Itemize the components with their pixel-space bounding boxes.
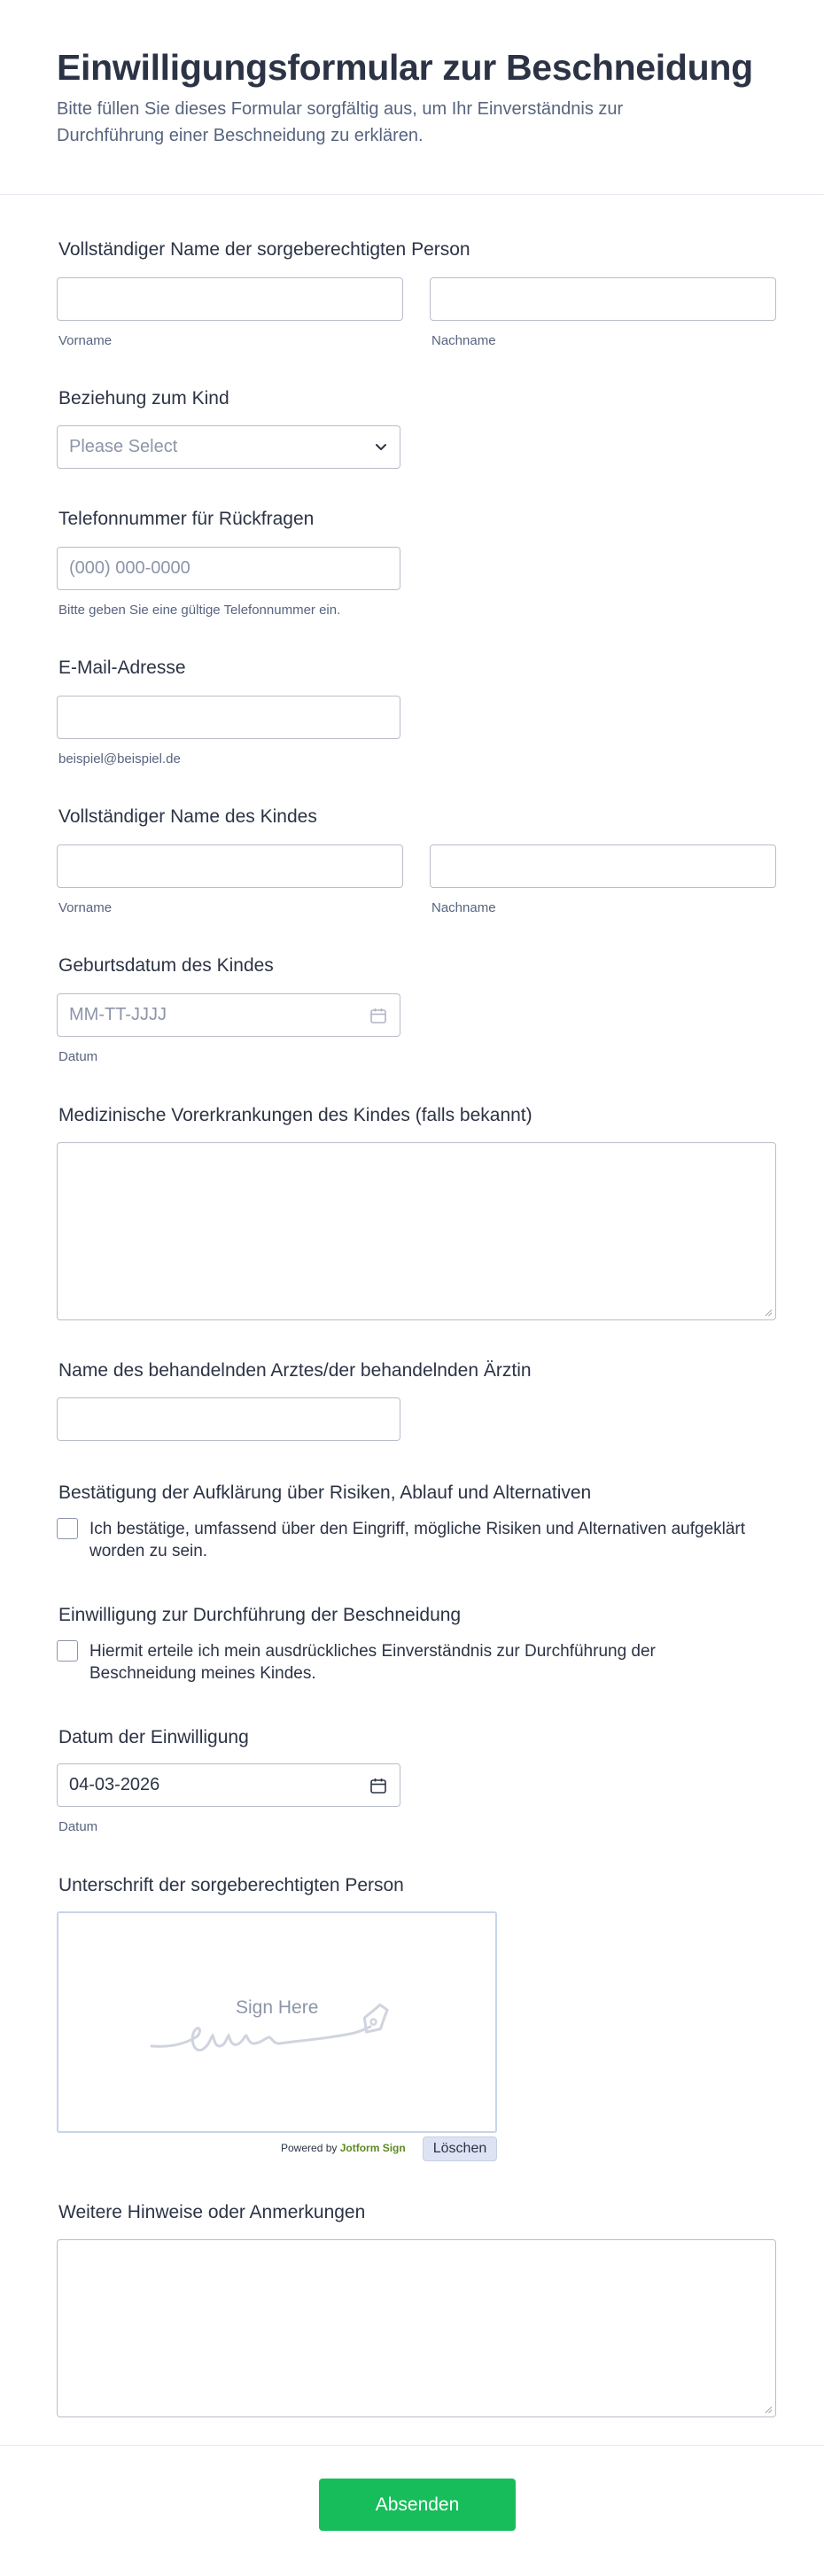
guardian-last-name-input[interactable] <box>430 277 776 321</box>
notes-textarea[interactable] <box>57 2239 776 2417</box>
form-header <box>0 0 824 195</box>
clear-signature-button[interactable]: Löschen <box>423 2136 497 2161</box>
consent-date-sublabel: Datum <box>58 1819 98 1834</box>
signature-placeholder-icon <box>147 1984 431 2073</box>
signature-label: Unterschrift der sorgeberechtigten Person <box>58 1875 404 1895</box>
phone-sublabel: Bitte geben Sie eine gültige Telefonnummer ein. <box>58 603 341 618</box>
confirmation-label: Bestätigung der Aufklärung über Risiken, Ablauf und Alternativen <box>58 1483 592 1503</box>
child-first-name-input[interactable] <box>57 844 403 888</box>
sign-here-text: Sign Here <box>236 1997 319 2018</box>
chevron-down-icon <box>371 438 391 457</box>
powered-by-label: Powered by <box>281 2142 338 2154</box>
footer-divider <box>0 2445 824 2446</box>
guardian-name-label: Vollständiger Name der sorgeberechtigten Person <box>58 239 470 260</box>
medical-history-label: Medizinische Vorerkrankungen des Kindes (falls bekannt) <box>58 1105 532 1125</box>
phone-placeholder: (000) 000-0000 <box>69 558 190 578</box>
consent-date-label: Datum der Einwilligung <box>58 1727 249 1747</box>
resize-handle-icon[interactable] <box>764 1308 773 1317</box>
consent-label: Einwilligung zur Durchführung der Beschneidung <box>58 1605 462 1625</box>
email-input[interactable] <box>57 696 400 739</box>
child-name-label: Vollständiger Name des Kindes <box>58 806 317 827</box>
consent-date-value: 04-03-2026 <box>69 1775 160 1794</box>
resize-handle-icon[interactable] <box>764 2405 773 2414</box>
guardian-last-name-sublabel: Nachname <box>431 333 496 348</box>
calendar-icon[interactable] <box>369 1006 388 1025</box>
confirmation-checkbox[interactable] <box>57 1518 78 1539</box>
child-dob-sublabel: Datum <box>58 1049 98 1064</box>
consent-checkbox[interactable] <box>57 1640 78 1662</box>
form-subtitle: Bitte füllen Sie dieses Formular sorgfältig aus, um Ihr Einverständnis zur Durchführung einer Beschneidung zu erklären. <box>57 99 624 145</box>
relationship-select[interactable] <box>57 425 400 469</box>
child-dob-label: Geburtsdatum des Kindes <box>58 955 274 976</box>
confirmation-text: Ich bestätige, umfassend über den Eingriff, mögliche Risiken und Alternativen aufgeklärt worden zu sein. <box>89 1520 746 1560</box>
notes-label: Weitere Hinweise oder Anmerkungen <box>58 2202 366 2222</box>
form-title: Einwilligungsformular zur Beschneidung <box>57 47 753 88</box>
relationship-placeholder: Please Select <box>69 437 178 456</box>
signature-pad[interactable] <box>57 1911 497 2133</box>
child-last-name-input[interactable] <box>430 844 776 888</box>
doctor-name-input[interactable] <box>57 1397 400 1441</box>
submit-button[interactable]: Absenden <box>319 2479 516 2531</box>
guardian-first-name-input[interactable] <box>57 277 403 321</box>
relationship-label: Beziehung zum Kind <box>58 388 229 409</box>
child-dob-input[interactable] <box>57 993 400 1037</box>
consent-text: Hiermit erteile ich mein ausdrückliches Einverständnis zur Durchführung der Beschneidung meines Kindes. <box>89 1642 656 1683</box>
email-label: E-Mail-Adresse <box>58 658 186 678</box>
phone-label: Telefonnummer für Rückfragen <box>58 509 315 529</box>
child-first-name-sublabel: Vorname <box>58 900 113 915</box>
guardian-first-name-sublabel: Vorname <box>58 333 113 348</box>
child-last-name-sublabel: Nachname <box>431 900 496 915</box>
consent-date-input[interactable] <box>57 1763 400 1807</box>
powered-by-text <box>281 2142 406 2154</box>
calendar-icon[interactable] <box>369 1776 388 1795</box>
jotform-sign-brand: Jotform Sign <box>339 2142 406 2154</box>
phone-input[interactable] <box>57 547 400 590</box>
email-sublabel: beispiel@beispiel.de <box>58 751 181 767</box>
medical-history-textarea[interactable] <box>57 1142 776 1320</box>
child-dob-placeholder: MM-TT-JJJJ <box>69 1005 167 1024</box>
doctor-name-label: Name des behandelnden Arztes/der behandelnden Ärztin <box>58 1360 532 1381</box>
